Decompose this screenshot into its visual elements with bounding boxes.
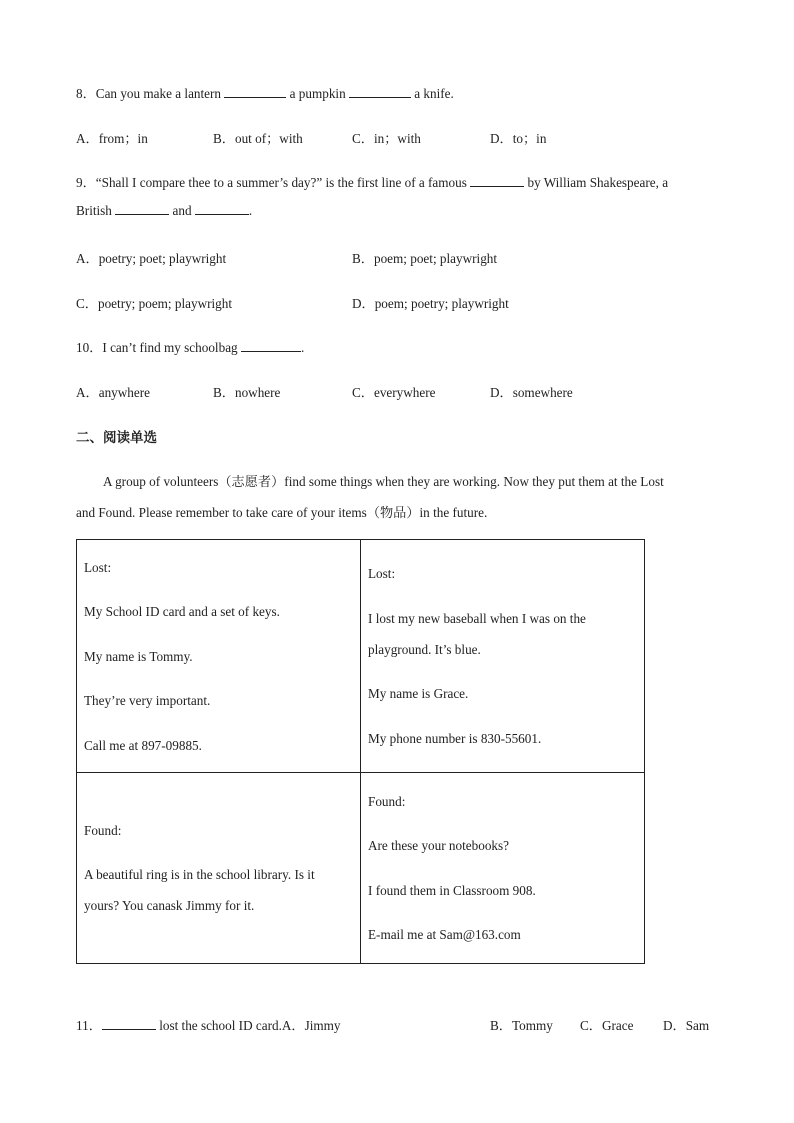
q10-option-c[interactable]: C．everywhere [352,385,436,400]
answer-blank [195,204,249,215]
q9-option-a[interactable]: A．poetry; poet; playwright [76,251,227,266]
q11-option-c[interactable]: C．Grace [580,1018,634,1033]
question-11-stem: 11． lost the school ID card.A．Jimmy [76,1018,341,1033]
section-heading: 二、阅读单选 [76,430,157,446]
question-9-stem-line2: British and . [76,203,253,218]
q10-option-d[interactable]: D．somewhere [490,385,573,400]
q8-option-d[interactable]: D．to；in [490,131,547,146]
q9-option-c[interactable]: C．poetry; poem; playwright [76,296,233,311]
q11-option-d[interactable]: D．Sam [663,1018,710,1033]
answer-blank [241,341,301,352]
answer-blank [224,87,286,98]
q8-option-c[interactable]: C．in；with [352,131,421,146]
lost-and-found-table [76,539,645,964]
notice-jimmy: Found: A beautiful ring is in the school library. Is it yours? You canask Jimmy for it. [77,773,361,964]
passage-line-1: A group of volunteers（志愿者）find some things when they are working. Now they put them at the Lost [103,474,664,489]
q9-option-d[interactable]: D．poem; poetry; playwright [352,296,509,311]
q8-option-a[interactable]: A．from；in [76,131,148,146]
answer-blank [349,87,411,98]
question-10-stem: 10．I can’t find my schoolbag . [76,340,305,355]
q8-option-b[interactable]: B．out of；with [213,131,303,146]
notice-grace: Lost: I lost my new baseball when I was on the playground. It’s blue. My name is Grace. My phone number is 830-55601. [361,540,645,773]
q11-option-b[interactable]: B．Tommy [490,1018,553,1033]
notice-tommy: Lost: My School ID card and a set of keys. My name is Tommy. They’re very important. Call me at 897-09885. [77,540,361,773]
q10-option-b[interactable]: B．nowhere [213,385,281,400]
answer-blank [102,1019,156,1030]
question-9-stem-line1: 9．“Shall I compare thee to a summer’s day?” is the first line of a famous by William Shakespeare, a [76,175,669,190]
question-8-stem: 8．Can you make a lantern a pumpkin a knife. [76,86,454,101]
answer-blank [470,176,524,187]
q9-option-b[interactable]: B．poem; poet; playwright [352,251,498,266]
passage-line-2: and Found. Please remember to take care of your items（物品）in the future. [76,505,488,520]
notice-sam: Found: Are these your notebooks? I found them in Classroom 908. E-mail me at Sam@163.com [361,773,645,964]
answer-blank [115,204,169,215]
q10-option-a[interactable]: A．anywhere [76,385,150,400]
